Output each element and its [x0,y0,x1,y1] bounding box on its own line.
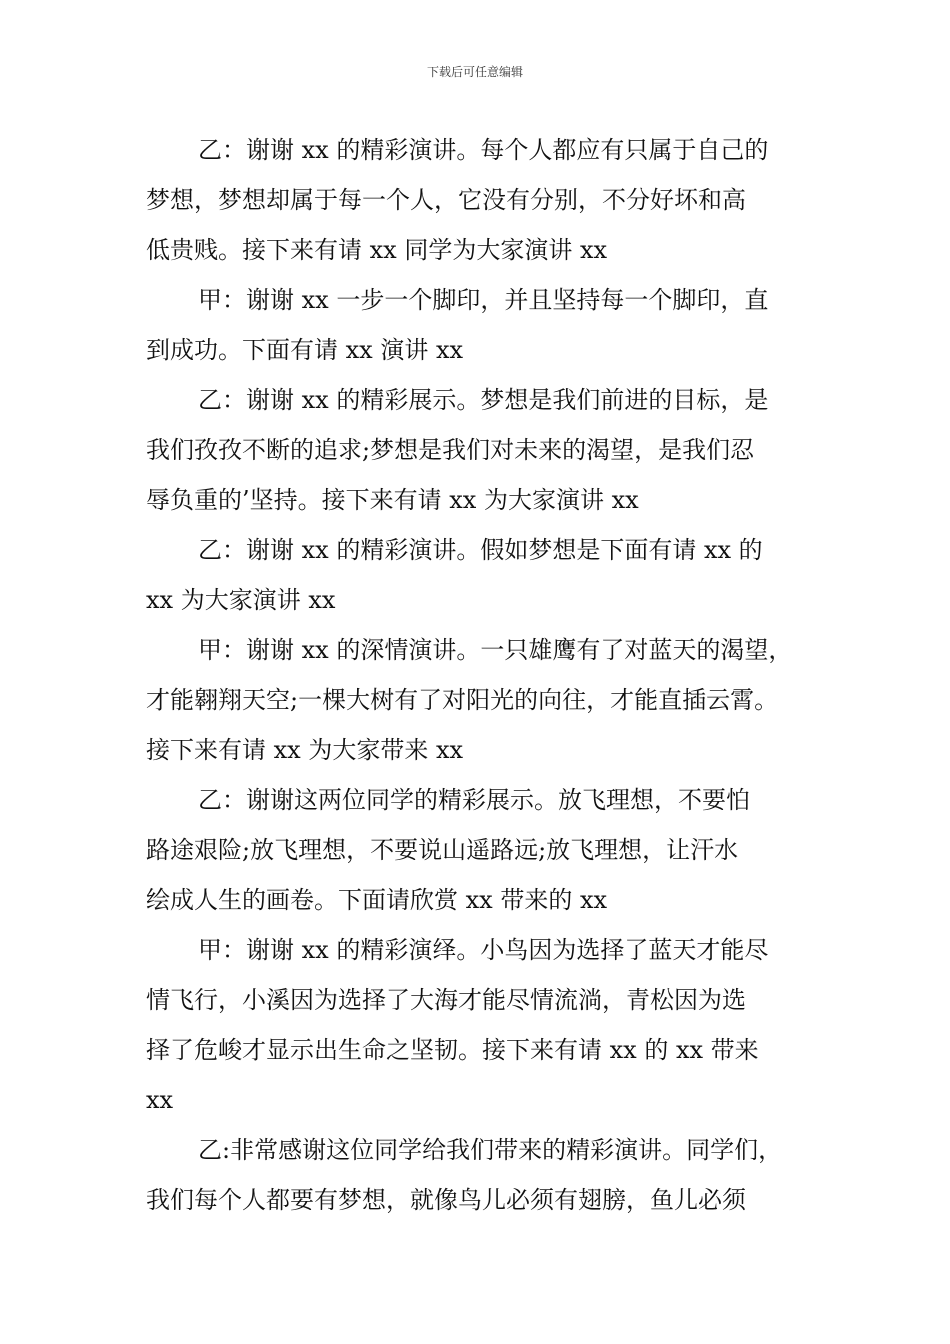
text-line: 乙：谢谢这两位同学的精彩展示。放飞理想，不要怕 [198,786,750,814]
text-line: 路途艰险;放飞理想，不要说山遥路远;放飞理想，让汗水 [146,836,739,864]
text-line: 甲：谢谢 xx 的深情演讲。一只雄鹰有了对蓝天的渴望， [198,636,793,664]
text-line: 乙：谢谢 xx 的精彩演讲。每个人都应有只属于自己的 [198,136,769,164]
text-line: 我们孜孜不断的追求;梦想是我们对未来的渴望，是我们忍 [146,436,755,464]
text-line: 绘成人生的画卷。下面请欣赏 xx 带来的 xx [146,886,608,914]
text-line: 我们每个人都要有梦想，就像鸟儿必须有翅膀，鱼儿必须 [146,1186,746,1214]
text-line: xx [146,1086,174,1114]
text-line: 接下来有请 xx 为大家带来 xx [146,736,464,764]
text-line: 择了危峻才显示出生命之坚韧。接下来有请 xx 的 xx 带来 [146,1036,759,1064]
page-header: 下载后可任意编辑 [426,65,523,79]
text-line: 乙:非常感谢这位同学给我们带来的精彩演讲。同学们， [198,1136,783,1164]
text-line: 甲：谢谢 xx 的精彩演绎。小鸟因为选择了蓝天才能尽 [198,936,769,964]
text-line: 辱负重的’坚持。接下来有请 xx 为大家演讲 xx [146,486,639,514]
text-line: 情飞行，小溪因为选择了大海才能尽情流淌，青松因为选 [146,986,746,1014]
text-line: 甲：谢谢 xx 一步一个脚印，并且坚持每一个脚印，直 [198,286,769,314]
text-line: 乙：谢谢 xx 的精彩演讲。假如梦想是下面有请 xx 的 [198,536,763,564]
document-body [146,125,826,1225]
text-line: 才能翱翔天空;一棵大树有了对阳光的向往，才能直插云霄。 [146,686,779,714]
text-line: 到成功。下面有请 xx 演讲 xx [146,336,464,364]
text-line: 梦想，梦想却属于每一个人，它没有分别，不分好坏和高 [146,186,746,214]
text-line: 低贵贱。接下来有请 xx 同学为大家演讲 xx [146,236,608,264]
text-line: 乙：谢谢 xx 的精彩展示。梦想是我们前进的目标，是 [198,386,769,414]
text-line: xx 为大家演讲 xx [146,586,336,614]
